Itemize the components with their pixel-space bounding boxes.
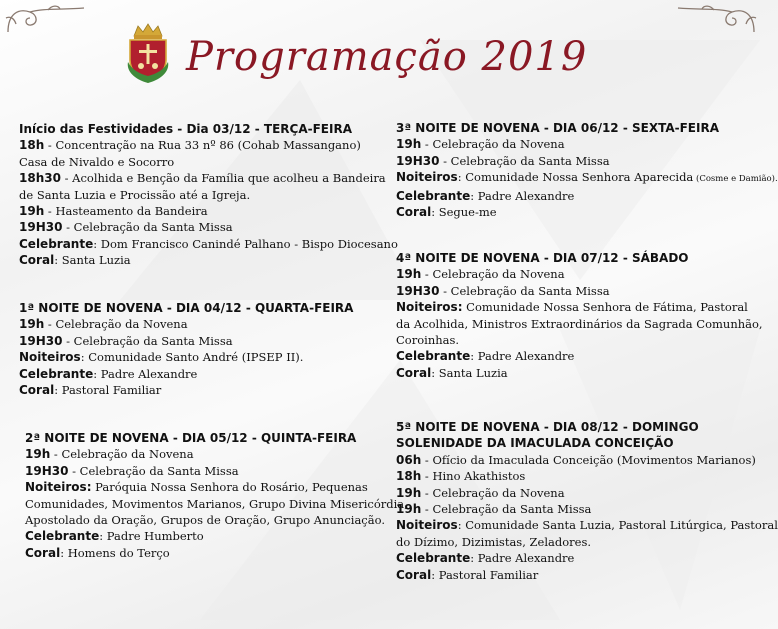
line-text: Santa Luzia <box>438 365 508 380</box>
line-label: 19h <box>19 317 45 332</box>
line-label: 19H30 <box>19 333 63 348</box>
line-label: Coral <box>19 383 55 398</box>
line-separator: - <box>421 485 433 500</box>
line-separator: - <box>68 463 80 478</box>
line-text: Celebração da Santa Missa <box>73 220 233 235</box>
line-text: Padre Alexandre <box>477 551 575 566</box>
schedule-line <box>396 299 763 315</box>
line-text: Celebração da Novena <box>432 267 565 282</box>
schedule-line <box>396 567 778 583</box>
line-text: Celebração da Santa Missa <box>73 333 233 348</box>
line-text: Padre Humberto <box>106 529 204 544</box>
line-text: Comunidade Nossa Senhora Aparecida <box>465 170 694 185</box>
line-label: Coral <box>396 365 432 380</box>
block-heading: 4ª NOITE DE NOVENA - DIA 07/12 - SÁBADO <box>396 251 689 265</box>
schedule-block <box>19 121 398 269</box>
line-separator: : <box>470 188 478 203</box>
line-label: Celebrante <box>25 529 100 544</box>
line-text: Celebração da Santa Missa <box>79 463 239 478</box>
schedule-line <box>396 485 778 501</box>
line-label: 19h <box>396 267 422 282</box>
line-label: Noiteiros: <box>396 300 463 315</box>
schedule-line <box>396 517 778 533</box>
block-heading: 1ª NOITE DE NOVENA - DIA 04/12 - QUARTA-FEIRA <box>19 301 354 315</box>
line-text: Celebração da Novena <box>432 137 565 152</box>
line-label: Coral <box>19 253 55 268</box>
schedule-line <box>396 266 763 282</box>
line-text: Celebração da Santa Missa <box>450 153 610 168</box>
schedule-block <box>25 430 408 561</box>
line-label: Celebrante <box>396 551 471 566</box>
line-label: 19H30 <box>19 220 63 235</box>
line-label: Celebrante <box>19 366 94 381</box>
line-text: Santa Luzia <box>61 253 131 268</box>
line-label: Celebrante <box>396 188 471 203</box>
schedule-line <box>19 203 398 219</box>
line-text: Celebração da Santa Missa <box>450 283 610 298</box>
line-text: Celebração da Novena <box>61 447 194 462</box>
schedule-block <box>19 300 353 398</box>
block-heading: Início das Festividades - Dia 03/12 - TERÇA-FEIRA <box>19 122 352 136</box>
line-text: Celebração da Novena <box>55 317 188 332</box>
schedule-line <box>396 468 778 484</box>
line-label: 18h <box>396 469 422 484</box>
line-text: Pastoral Familiar <box>61 383 162 398</box>
line-separator: : <box>457 518 466 533</box>
line-separator: : <box>431 205 439 220</box>
line-separator: - <box>44 317 56 332</box>
parish-crest-icon <box>124 22 172 84</box>
schedule-line <box>19 187 398 203</box>
block-heading: 2ª NOITE DE NOVENA - DIA 05/12 - QUINTA-FEIRA <box>25 431 357 445</box>
line-label: Noiteiros <box>396 518 458 533</box>
schedule-line <box>396 550 778 566</box>
page-title: Programação 2019 <box>186 34 588 80</box>
line-label: 19h <box>19 204 45 219</box>
schedule-line <box>396 365 763 381</box>
schedule-block <box>396 250 763 381</box>
line-text: Comunidade Nossa Senhora de Fátima, Pastoral <box>466 300 748 315</box>
line-text: Acolhida e Benção da Família que acolheu a Bandeira <box>72 171 386 186</box>
line-text: Hasteamento da Bandeira <box>55 204 208 219</box>
schedule-line <box>19 333 353 349</box>
line-text: Homens do Terço <box>67 545 170 560</box>
schedule-line <box>25 463 408 479</box>
line-text: Comunidade Santa Luzia, Pastoral Litúrgica, Pastoral <box>465 518 778 533</box>
line-separator: - <box>421 502 433 517</box>
line-separator: - <box>44 138 56 153</box>
line-separator: - <box>62 220 74 235</box>
line-separator: : <box>431 365 439 380</box>
line-note: (Cosme e Damião). <box>693 174 778 185</box>
schedule-line <box>396 169 778 187</box>
schedule-line <box>396 188 778 204</box>
schedule-line <box>19 137 398 153</box>
line-label: 19H30 <box>396 153 440 168</box>
line-text: Concentração na Rua 33 nº 86 (Cohab Massangano) <box>55 138 361 153</box>
line-label: 18h <box>19 138 45 153</box>
schedule-line <box>25 479 408 495</box>
line-text: Padre Alexandre <box>100 366 198 381</box>
block-heading: 3ª NOITE DE NOVENA - DIA 06/12 - SEXTA-FEIRA <box>396 121 719 135</box>
schedule-line <box>25 496 408 512</box>
schedule-line <box>396 316 763 332</box>
schedule-line <box>396 452 778 468</box>
schedule-line <box>25 545 408 561</box>
line-text: Padre Alexandre <box>477 188 575 203</box>
line-separator: - <box>44 204 56 219</box>
line-label: 19h <box>396 502 422 517</box>
schedule-line <box>19 382 353 398</box>
line-label: 19h <box>396 137 422 152</box>
schedule-line <box>19 349 353 365</box>
line-separator: - <box>439 283 451 298</box>
line-separator: : <box>54 253 62 268</box>
line-text: Segue-me <box>438 205 497 220</box>
schedule-line <box>19 154 398 170</box>
schedule-line <box>396 153 778 169</box>
line-label: 06h <box>396 452 422 467</box>
schedule-line <box>19 316 353 332</box>
line-separator: - <box>421 267 433 282</box>
schedule-block <box>396 120 778 220</box>
line-label: Noiteiros <box>19 350 81 365</box>
line-text: Ofício da Imaculada Conceição (Movimentos Marianos) <box>432 452 756 467</box>
schedule-line <box>19 170 398 186</box>
line-text: Hino Akathistos <box>432 469 526 484</box>
block-heading: 5ª NOITE DE NOVENA - DIA 08/12 - DOMINGO <box>396 420 699 434</box>
schedule-line <box>19 236 398 252</box>
schedule-line <box>396 204 778 220</box>
line-label: Coral <box>25 545 61 560</box>
line-label: 18h30 <box>19 171 61 186</box>
line-separator: : <box>60 545 68 560</box>
line-label: Noiteiros: <box>25 480 92 495</box>
schedule-line <box>25 446 408 462</box>
line-text: Pastoral Familiar <box>438 567 539 582</box>
line-separator: : <box>470 349 478 364</box>
line-text: da Acolhida, Ministros Extraordinários da Sagrada Comunhão, <box>396 316 763 331</box>
line-separator: - <box>62 333 74 348</box>
schedule-line <box>396 501 778 517</box>
line-separator: - <box>421 137 433 152</box>
line-separator: - <box>439 153 451 168</box>
line-separator: : <box>470 551 478 566</box>
line-label: Coral <box>396 567 432 582</box>
line-label: 19h <box>396 485 422 500</box>
line-text: Paróquia Nossa Senhora do Rosário, Pequenas <box>95 480 368 495</box>
line-label: Coral <box>396 205 432 220</box>
flourish-ornament-icon <box>674 2 758 36</box>
line-text: de Santa Luzia e Procissão até a Igreja. <box>19 187 251 202</box>
line-separator: : <box>99 529 107 544</box>
schedule-line <box>396 283 763 299</box>
line-label: Noiteiros <box>396 170 458 185</box>
line-text: Dom Francisco Canindé Palhano - Bispo Diocesano <box>100 236 398 251</box>
line-text: Comunidade Santo André (IPSEP II). <box>88 350 304 365</box>
line-text: Casa de Nivaldo e Socorro <box>19 154 175 169</box>
line-separator: - <box>421 469 433 484</box>
schedule-block <box>396 419 778 583</box>
line-separator: : <box>80 350 89 365</box>
line-text: Padre Alexandre <box>477 349 575 364</box>
line-text: Celebração da Santa Missa <box>432 502 592 517</box>
line-label: Celebrante <box>396 349 471 364</box>
flourish-ornament-icon <box>4 2 88 36</box>
line-text: Comunidades, Movimentos Marianos, Grupo Divina Misericórdia, <box>25 496 408 511</box>
line-separator: : <box>93 366 101 381</box>
schedule-line <box>396 136 778 152</box>
schedule-line <box>19 219 398 235</box>
line-separator: : <box>54 383 62 398</box>
line-text: Coroinhas. <box>396 333 460 348</box>
line-separator: - <box>50 447 62 462</box>
schedule-line <box>25 528 408 544</box>
line-text: Apostolado da Oração, Grupos de Oração, Grupo Anunciação. <box>25 513 385 528</box>
schedule-line <box>19 366 353 382</box>
schedule-line <box>396 332 763 348</box>
line-label: Celebrante <box>19 236 94 251</box>
line-separator: - <box>421 452 433 467</box>
line-text: Celebração da Novena <box>432 485 565 500</box>
line-text: do Dízimo, Dizimistas, Zeladores. <box>396 534 592 549</box>
line-separator: - <box>60 171 73 186</box>
line-label: 19h <box>25 447 51 462</box>
schedule-line <box>19 252 398 268</box>
block-subheading: SOLENIDADE DA IMACULADA CONCEIÇÃO <box>396 436 674 451</box>
line-separator: : <box>93 236 101 251</box>
line-separator: : <box>431 567 439 582</box>
schedule-line <box>396 534 778 550</box>
line-label: 19H30 <box>396 283 440 298</box>
schedule-line <box>396 348 763 364</box>
line-label: 19H30 <box>25 463 69 478</box>
line-separator: : <box>457 170 466 185</box>
schedule-line <box>25 512 408 528</box>
